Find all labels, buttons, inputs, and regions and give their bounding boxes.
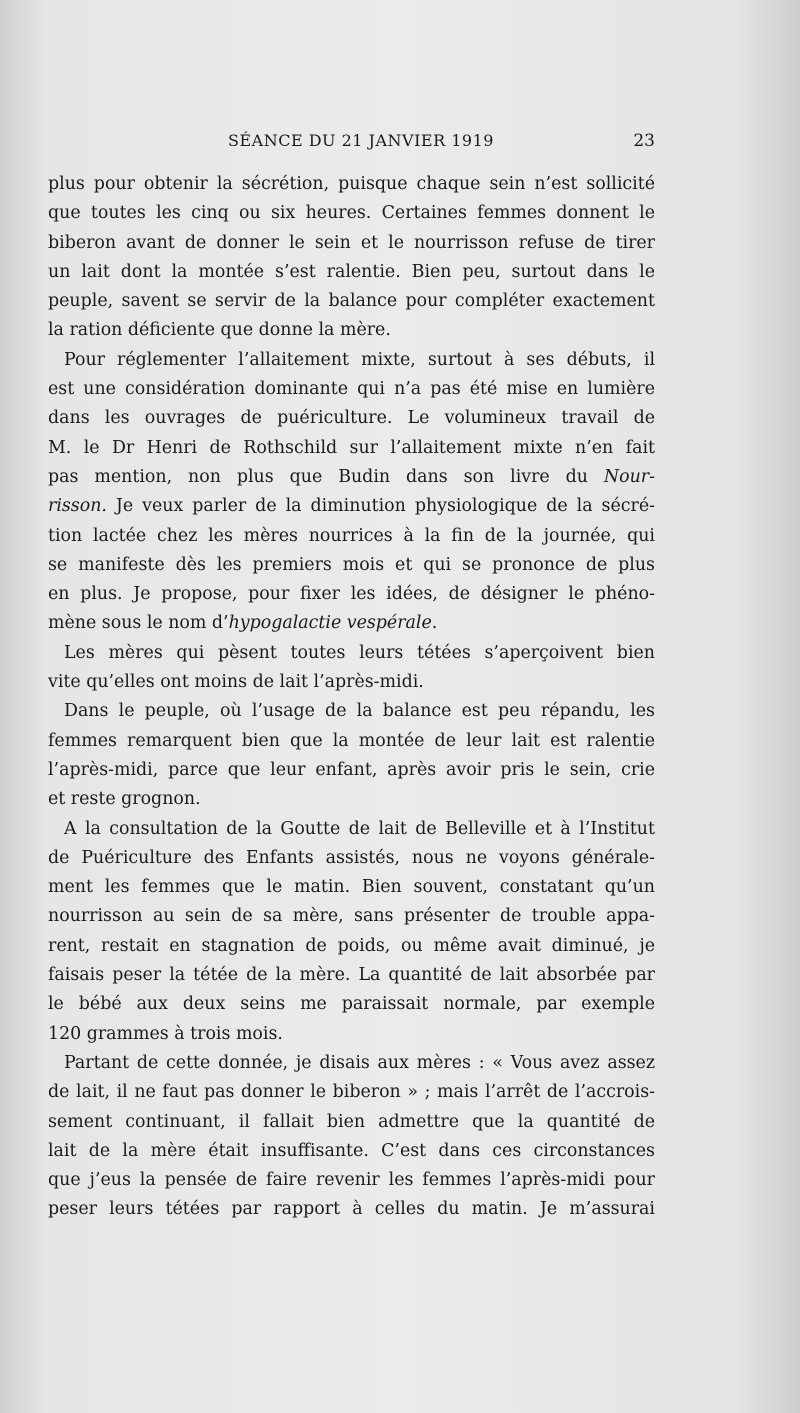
text-line xyxy=(48,609,655,638)
text-line xyxy=(48,697,655,726)
page-number: 23 xyxy=(633,131,655,151)
text-run: plus pour obtenir la sécrétion, puisque chaque sein n’est sollicité xyxy=(48,174,655,194)
text-run: sement continuant, il fallait bien admettre que la quantité de xyxy=(48,1111,655,1132)
italic-text: risson. xyxy=(48,496,107,517)
text-run: et reste grognon. xyxy=(48,789,201,810)
text-line xyxy=(48,756,655,785)
text-run: se manifeste dès les premiers mois et qui se prononce de plus xyxy=(48,554,655,575)
text-line xyxy=(48,522,655,551)
text-line xyxy=(48,668,655,697)
text-run: tion lactée chez les mères nourrices à la fin de la journée, qui xyxy=(48,525,655,546)
text-run: Pour réglementer l’allaitement mixte, surtout à ses débuts, il xyxy=(64,349,655,370)
text-line xyxy=(48,815,655,844)
text-line xyxy=(48,199,655,228)
text-line xyxy=(48,1195,655,1224)
text-run: ment les femmes que le matin. Bien souvent, constatant qu’un xyxy=(48,877,655,898)
text-line xyxy=(48,492,655,521)
text-line xyxy=(48,1166,655,1195)
text-run: faisais peser la tétée de la mère. La quantité de lait absorbée par xyxy=(48,965,655,986)
text-run: 120 grammes à trois mois. xyxy=(48,1023,283,1044)
text-run: que toutes les cinq ou six heures. Certaines femmes donnent le xyxy=(48,203,655,224)
text-line xyxy=(48,639,655,668)
text-run: dans les ouvrages de puériculture. Le volumineux travail de xyxy=(48,408,655,429)
text-line xyxy=(48,785,655,814)
text-run: . xyxy=(431,613,438,634)
text-run: la ration déficiente que donne la mère. xyxy=(48,320,391,341)
text-line xyxy=(48,727,655,756)
text-run: mène sous le nom d’ xyxy=(48,613,229,634)
text-run: en plus. Je propose, pour fixer les idées, de désigner le phéno- xyxy=(48,584,655,605)
body-text xyxy=(48,170,655,1225)
text-line xyxy=(48,346,655,375)
text-run: biberon avant de donner le sein et le nourrisson refuse de tirer xyxy=(48,232,655,253)
text-run: peuple, savent se servir de la balance pour compléter exactement xyxy=(48,291,655,312)
text-line xyxy=(48,229,655,258)
italic-text: hypogalactie vespérale xyxy=(228,613,432,634)
page-header xyxy=(48,131,655,155)
text-line xyxy=(48,961,655,990)
text-line xyxy=(48,375,655,404)
text-line xyxy=(48,580,655,609)
text-run: est une considération dominante qui n’a pas été mise en lumière xyxy=(48,379,655,400)
text-run: femmes remarquent bien que la montée de leur lait est ralentie xyxy=(48,730,655,751)
text-run: peser leurs tétées par rapport à celles du matin. Je m’assurai xyxy=(48,1199,655,1220)
text-line xyxy=(48,258,655,287)
text-line xyxy=(48,1049,655,1078)
text-line xyxy=(48,902,655,931)
text-line xyxy=(48,844,655,873)
text-line xyxy=(48,873,655,902)
text-line xyxy=(48,1078,655,1107)
text-run: Je veux parler de la diminution physiologique de la sécré- xyxy=(106,496,655,517)
text-run: Partant de cette donnée, je disais aux mères : « Vous avez assez xyxy=(64,1052,655,1073)
text-run: nourrisson au sein de sa mère, sans présenter de trouble appa- xyxy=(48,906,655,927)
text-line xyxy=(48,1108,655,1137)
text-run: pas mention, non plus que Budin dans son livre du xyxy=(48,466,604,487)
text-run: Les mères qui pèsent toutes leurs tétées s’aperçoivent bien xyxy=(64,642,655,663)
text-run: M. le Dr Henri de Rothschild sur l’allaitement mixte n’en fait xyxy=(48,437,655,458)
text-line xyxy=(48,287,655,316)
text-run: Dans le peuple, où l’usage de la balance est peu répandu, les xyxy=(64,701,655,722)
text-run: A la consultation de la Goutte de lait de Belleville et à l’Institut xyxy=(64,818,655,839)
text-run: de lait, il ne faut pas donner le biberon » ; mais l’arrêt de l’accrois- xyxy=(48,1082,655,1103)
text-run: vite qu’elles ont moins de lait l’après-midi. xyxy=(48,672,424,693)
text-run: lait de la mère était insuffisante. C’est dans ces circonstances xyxy=(48,1140,655,1161)
text-line xyxy=(48,463,655,492)
text-run: que j’eus la pensée de faire revenir les femmes l’après-midi pour xyxy=(48,1170,655,1191)
text-line xyxy=(48,170,655,199)
running-title: SÉANCE DU 21 JANVIER 1919 xyxy=(228,131,494,150)
text-line xyxy=(48,932,655,961)
text-run: rent, restait en stagnation de poids, ou même avait diminué, je xyxy=(48,935,655,956)
text-line xyxy=(48,1020,655,1049)
text-run: l’après-midi, parce que leur enfant, après avoir pris le sein, crie xyxy=(48,759,655,780)
text-line xyxy=(48,1137,655,1166)
text-line xyxy=(48,404,655,433)
text-line xyxy=(48,990,655,1019)
text-line xyxy=(48,551,655,580)
italic-text: Nour- xyxy=(603,466,655,487)
text-line xyxy=(48,434,655,463)
text-run: le bébé aux deux seins me paraissait normale, par exemple xyxy=(48,994,655,1015)
text-run: un lait dont la montée s’est ralentie. Bien peu, surtout dans le xyxy=(48,261,655,282)
text-line xyxy=(48,316,655,345)
text-run: de Puériculture des Enfants assistés, nous ne voyons générale- xyxy=(48,847,655,868)
